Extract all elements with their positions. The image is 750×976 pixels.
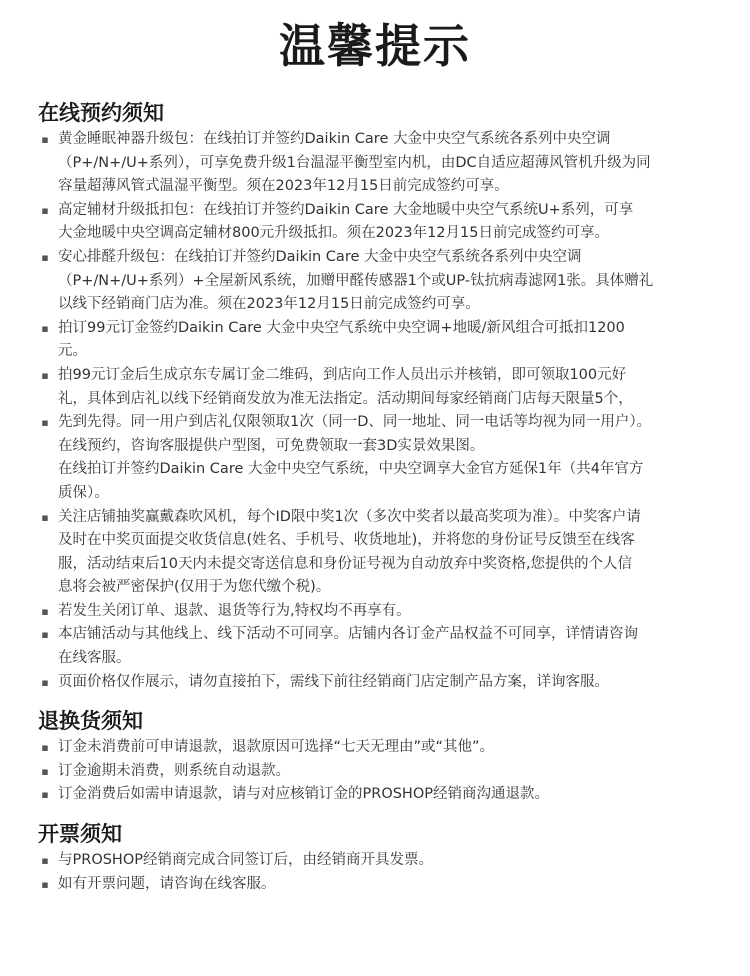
list-item-text: 订金逾期未消费，则系统自动退款。 — [58, 762, 290, 779]
list-item — [38, 736, 712, 760]
section-heading: 在线预约须知 — [38, 101, 164, 125]
list-item-text: 黄金睡眠神器升级包：在线拍订并签约Daikin Care 大金中央空气系统各系列中央空调 — [58, 131, 611, 147]
list-item-text: 拍订99元订金签约Daikin Care 大金中央空气系统中央空调+地暖/新风组合可抵扣1200 — [58, 319, 625, 336]
list-item-text: 如有开票问题，请咨询在线客服。 — [58, 875, 276, 892]
list-item-text: 质保）。 — [58, 484, 109, 501]
section-heading: 退换货须知 — [38, 709, 143, 734]
list-item — [38, 246, 712, 317]
list-item — [38, 760, 712, 784]
notice-sections — [38, 98, 712, 896]
list-item — [38, 364, 712, 411]
bullet-icon: ▪ — [41, 510, 49, 524]
list-item-text: 在线拍订并签约Daikin Care 大金中央空气系统，中央空调享大金官方延保1年（共4年官方 — [58, 461, 644, 478]
list-item — [38, 506, 712, 600]
list-item-text: 高定辅材升级抵扣包：在线拍订并签约Daikin Care 大金地暖中央空气系统U+系列，可享 — [58, 201, 634, 218]
bullet-icon: ▪ — [41, 877, 49, 891]
list-item-text: 服，活动结束后10天内未提交寄送信息和身份证号视为自动放弃中奖资格,您提供的个人信 — [58, 555, 633, 572]
list-item-text: 元。 — [58, 343, 87, 360]
list-item — [38, 849, 712, 873]
bullet-icon: ▪ — [41, 788, 49, 802]
list-item-text: 本店铺活动与其他线上、线下活动不可同享。店铺内各订金产品权益不可同享，详情请咨询 — [58, 626, 638, 643]
list-item-text: 安心排醛升级包：在线拍订并签约Daikin Care 大金中央空气系统各系列中央空调 — [58, 248, 582, 265]
notice-list — [38, 736, 712, 807]
bullet-icon: ▪ — [41, 854, 49, 868]
bullet-icon: ▪ — [41, 628, 49, 642]
list-item — [38, 128, 712, 199]
list-item-text: 礼，具体到店礼以线下经销商发放为准无法指定。活动期间每家经销商门店每天限量5个， — [58, 390, 633, 407]
list-item — [38, 783, 712, 807]
list-item-text: 大金地暖中央空调高定辅材800元升级抵扣。须在2023年12月15日前完成签约可享。 — [58, 225, 609, 242]
bullet-icon: ▪ — [41, 203, 49, 217]
bullet-icon: ▪ — [41, 250, 49, 264]
bullet-icon: ▪ — [41, 368, 49, 382]
list-item — [38, 873, 712, 897]
bullet-icon: ▪ — [41, 321, 49, 335]
list-item-text: 先到先得。同一用户到店礼仅限领取1次（同一D、同一地址、同一电话等均视为同一用户）。 — [58, 414, 652, 431]
list-item-text: 以线下经销商门店为准。须在2023年12月15日前完成签约可享。 — [58, 296, 480, 313]
list-item — [38, 623, 712, 670]
list-item-text: 拍99元订金后生成京东专属订金二维码，到店向工作人员出示并核销，即可领取100元好 — [58, 366, 627, 383]
list-item — [38, 199, 712, 246]
bullet-icon: ▪ — [41, 675, 49, 689]
list-item-text: 息将会被严密保护(仅用于为您代缴个税)。 — [58, 579, 331, 596]
list-item — [38, 411, 712, 505]
bullet-icon: ▪ — [41, 741, 49, 755]
bullet-icon: ▪ — [41, 604, 49, 618]
list-item-text: 页面价格仅作展示，请勿直接拍下，需线下前往经销商门店定制产品方案，详询客服。 — [58, 673, 609, 690]
list-item-text: （P+/N+/U+系列），可享免费升级1台温湿平衡型室内机，由DC自适应超薄风管机升级为同 — [58, 154, 651, 171]
section-heading: 开票须知 — [38, 822, 122, 847]
list-item-text: 与PROSHOP经销商完成合同签订后，由经销商开具发票。 — [58, 852, 433, 869]
bullet-icon: ▪ — [41, 133, 49, 146]
list-item-text: 关注店铺抽奖赢戴森吹风机，每个ID限中奖1次（多次中奖者以最高奖项为准）。中奖客户请 — [58, 508, 641, 525]
bullet-icon: ▪ — [41, 416, 49, 430]
list-item-text: 订金消费后如需申请退款，请与对应核销订金的PROSHOP经销商沟通退款。 — [58, 786, 549, 803]
list-item-text: 订金未消费前可申请退款，退款原因可选择“七天无理由”或“其他”。 — [58, 739, 495, 756]
list-item — [38, 600, 712, 624]
list-item-text: 在线客服。 — [58, 650, 131, 667]
bullet-icon: ▪ — [41, 764, 49, 778]
list-item-text: 容量超薄风管式温湿平衡型。须在2023年12月15日前完成签约可享。 — [58, 178, 509, 195]
page-title: 温馨提示 — [279, 19, 471, 73]
list-item-text: 及时在中奖页面提交收货信息(姓名、手机号、收货地址)，并将您的身份证号反馈至在线客 — [58, 532, 635, 549]
list-item-text: 在线预约，咨询客服提供户型图，可免费领取一套3D实景效果图。 — [58, 437, 485, 454]
list-item-text: （P+/N+/U+系列）+全屋新风系统，加赠甲醛传感器1个或UP-钛抗病毒滤网1张。具体赠礼 — [58, 272, 654, 289]
list-item-text: 若发生关闭订单、退款、退货等行为,特权均不再享有。 — [58, 602, 411, 619]
notice-list — [38, 128, 712, 694]
list-item — [38, 671, 712, 695]
list-item — [38, 317, 712, 364]
notice-list — [38, 849, 712, 896]
